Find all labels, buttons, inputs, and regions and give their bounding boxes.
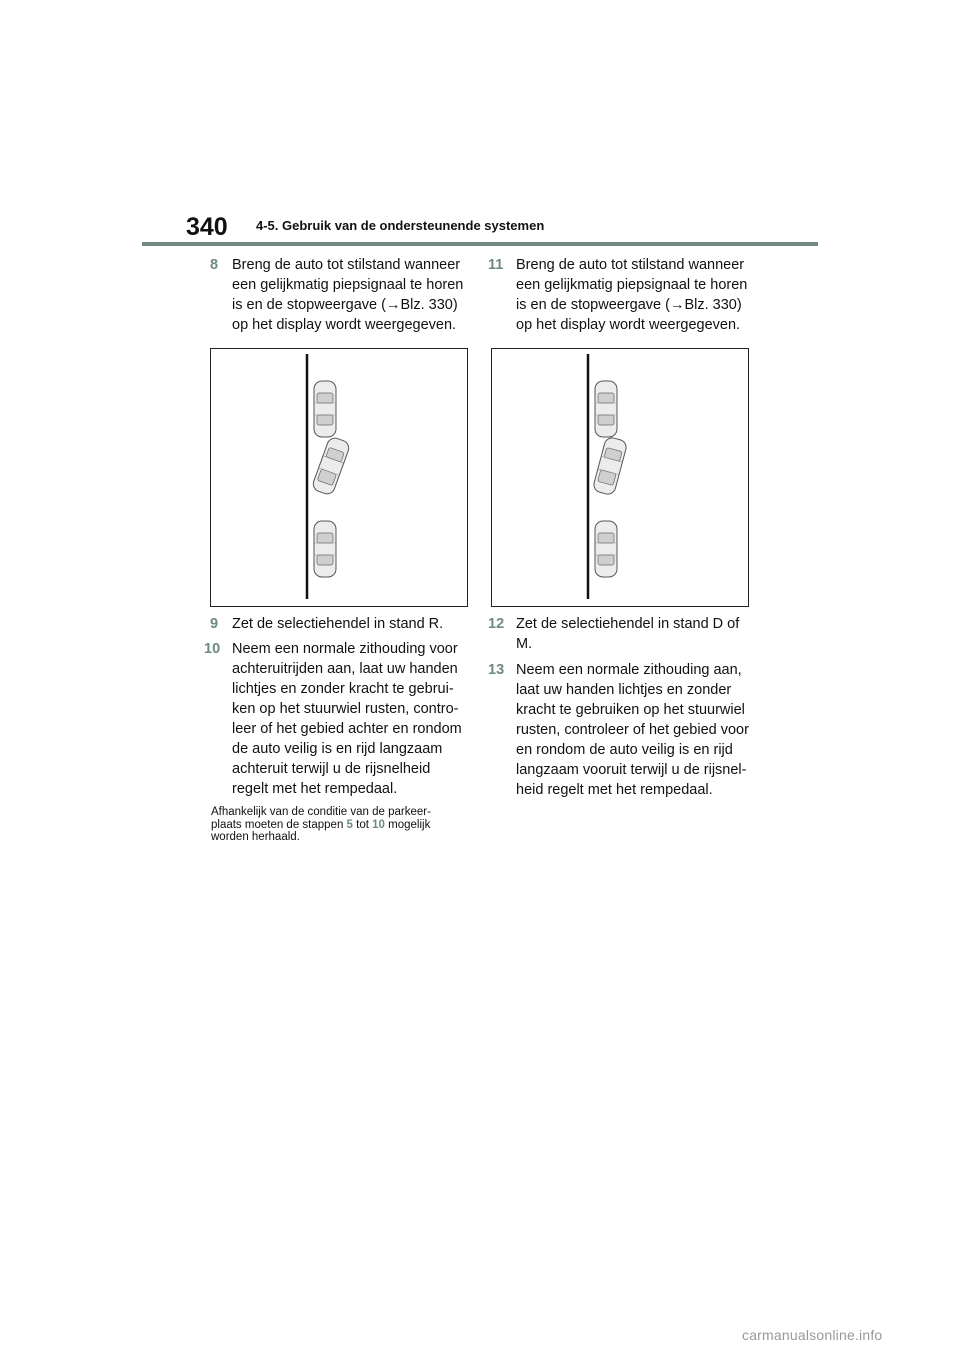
step-line: Neem een normale zithouding voor — [232, 641, 458, 657]
step-number: 9 — [210, 616, 219, 632]
parking-diagram — [492, 349, 748, 606]
step-12 — [488, 614, 766, 654]
step-line: Breng de auto tot stilstand wanneer — [232, 257, 461, 273]
step-10 — [204, 639, 482, 799]
step-line: de auto veilig is en rijd langzaam — [232, 741, 443, 757]
step-number: 8 — [210, 257, 219, 273]
step-line: Neem een normale zithouding aan, — [516, 662, 742, 678]
step-ref: 5 — [346, 818, 353, 831]
step-number: 10 — [204, 641, 221, 657]
step-line: is en de stopweergave (→Blz. 330) — [516, 297, 742, 313]
step-13 — [488, 660, 766, 800]
step-line: leer of het gebied achter en rondom — [232, 721, 462, 737]
parked-car-rear — [314, 521, 336, 577]
step-line: en rondom de auto veilig is en rijd — [516, 742, 733, 758]
step-line: kracht te gebruiken op het stuurwiel — [516, 702, 745, 718]
figure-left — [210, 348, 468, 607]
figure-right — [491, 348, 749, 607]
step-line: M. — [516, 636, 533, 652]
header-rule — [142, 242, 818, 246]
step-line: op het display wordt weergegeven. — [232, 317, 457, 333]
step-line: achteruitrijden aan, laat uw handen — [232, 661, 458, 677]
parked-car-rear — [595, 521, 617, 577]
note-line: Afhankelijk van de conditie van de parkeer- — [211, 806, 431, 818]
step-line: regelt met het rempedaal. — [232, 781, 398, 797]
step-line: lichtjes en zonder kracht te gebrui- — [232, 681, 454, 697]
note-line: worden herhaald. — [211, 831, 300, 843]
parked-car-front — [314, 381, 336, 437]
step-line: langzaam vooruit terwijl u de rijsnel- — [516, 762, 747, 778]
section-title: 4-5. Gebruik van de ondersteunende systemen — [256, 218, 545, 233]
note-line: plaats moeten de stappen 5 tot 10 mogelijk — [211, 818, 431, 831]
step-line: Zet de selectiehendel in stand D of — [516, 616, 740, 632]
step-line: een gelijkmatig piepsignaal te horen — [516, 277, 748, 293]
note — [211, 806, 463, 844]
parked-car-front — [595, 381, 617, 437]
step-line: achteruit terwijl u de rijsnelheid — [232, 761, 431, 777]
step-9 — [210, 614, 482, 634]
maneuvering-car — [311, 436, 351, 496]
step-ref: 10 — [372, 818, 385, 831]
step-line: is en de stopweergave (→Blz. 330) — [232, 297, 458, 313]
step-line: een gelijkmatig piepsignaal te horen — [232, 277, 464, 293]
step-line: laat uw handen lichtjes en zonder — [516, 682, 732, 698]
step-line: Breng de auto tot stilstand wanneer — [516, 257, 745, 273]
step-line: heid regelt met het rempedaal. — [516, 782, 713, 798]
step-line: ken op het stuurwiel rusten, contro- — [232, 701, 459, 717]
page-number: 340 — [186, 213, 228, 241]
step-number: 13 — [488, 662, 505, 678]
step-number: 11 — [488, 257, 504, 273]
step-line: rusten, controleer of het gebied voor — [516, 722, 749, 738]
step-11 — [488, 255, 766, 335]
maneuvering-car — [592, 436, 628, 496]
step-number: 12 — [488, 616, 505, 632]
parking-diagram — [211, 349, 467, 606]
watermark: carmanualsonline.info — [742, 1327, 883, 1343]
step-line: Zet de selectiehendel in stand R. — [232, 616, 444, 632]
step-8 — [210, 255, 482, 335]
step-line: op het display wordt weergegeven. — [516, 317, 741, 333]
